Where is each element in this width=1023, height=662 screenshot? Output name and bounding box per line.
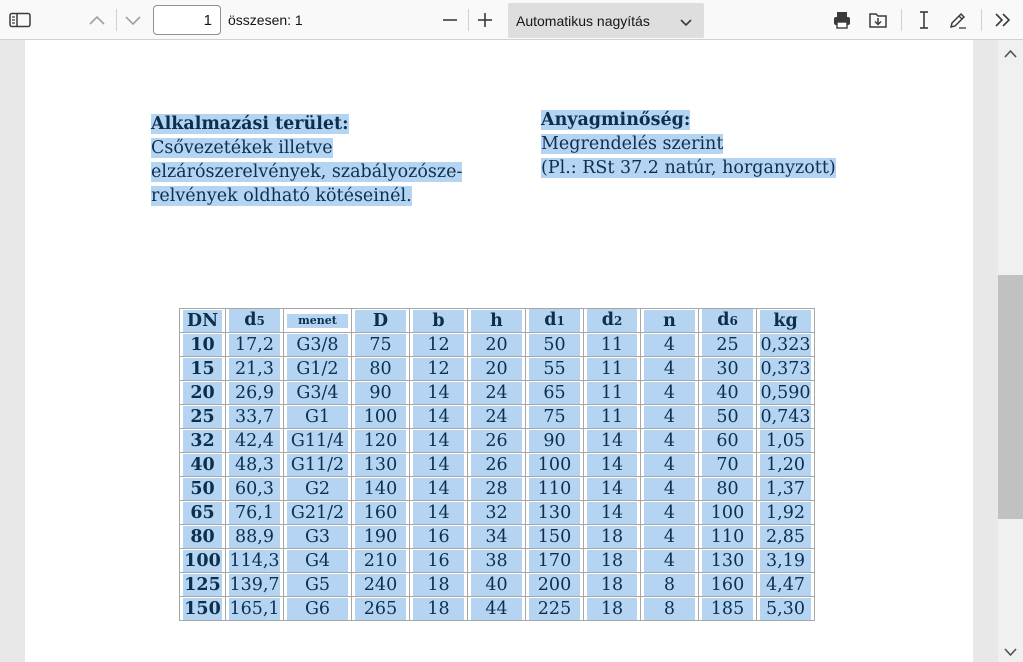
table-cell: 12	[410, 357, 468, 381]
table-cell: 16	[410, 549, 468, 573]
document-viewer[interactable]	[0, 40, 998, 662]
table-cell: 4	[641, 453, 699, 477]
table-row	[180, 597, 815, 621]
flange-spec-table	[179, 308, 815, 621]
table-cell: 76,1	[226, 501, 284, 525]
table-cell: 11	[584, 381, 641, 405]
table-cell: 225	[526, 597, 584, 621]
table-cell: 17,2	[226, 333, 284, 357]
table-cell: 0,590	[757, 381, 815, 405]
table-cell: 1,92	[757, 501, 815, 525]
table-row	[180, 405, 815, 429]
application-area-line: elzárószerelvények, szabályozósze-	[151, 162, 463, 182]
table-cell: 12	[410, 333, 468, 357]
table-cell: 100	[180, 549, 226, 573]
table-cell: 14	[410, 453, 468, 477]
column-header-menet: menet	[284, 309, 352, 333]
table-cell: 8	[641, 597, 699, 621]
table-cell: 44	[468, 597, 526, 621]
zoom-select-value: Automatikus nagyítás	[516, 12, 650, 29]
table-cell: 42,4	[226, 429, 284, 453]
table-cell: 4	[641, 357, 699, 381]
table-cell: 55	[526, 357, 584, 381]
table-cell: 40	[468, 573, 526, 597]
table-cell: 0,323	[757, 333, 815, 357]
table-cell: 18	[410, 573, 468, 597]
table-cell: 265	[352, 597, 410, 621]
table-cell: 5,30	[757, 597, 815, 621]
text-cursor-icon[interactable]	[912, 8, 936, 32]
table-cell: G6	[284, 597, 352, 621]
save-icon[interactable]	[866, 8, 890, 32]
scroll-down-icon[interactable]	[1004, 644, 1017, 662]
table-cell: 90	[526, 429, 584, 453]
draw-icon[interactable]	[946, 8, 970, 32]
table-cell: 130	[526, 501, 584, 525]
vertical-scrollbar[interactable]	[998, 40, 1023, 662]
application-area-heading: Alkalmazási terület:	[151, 114, 349, 134]
zoom-out-icon[interactable]	[439, 8, 461, 32]
table-cell: 160	[352, 501, 410, 525]
table-cell: G1	[284, 405, 352, 429]
sidebar-toggle-icon[interactable]	[8, 8, 32, 32]
table-row	[180, 453, 815, 477]
table-cell: 18	[584, 597, 641, 621]
table-cell: 14	[410, 405, 468, 429]
column-header-h: h	[468, 309, 526, 333]
table-cell: 60	[699, 429, 757, 453]
toolbar-separator	[468, 9, 469, 31]
application-area-block	[151, 112, 462, 208]
table-cell: 4	[641, 333, 699, 357]
table-row	[180, 381, 815, 405]
toolbar-separator	[981, 9, 982, 31]
table-row	[180, 573, 815, 597]
column-header-dn: DN	[180, 309, 226, 333]
scroll-up-icon[interactable]	[1004, 46, 1017, 64]
table-cell: 18	[410, 597, 468, 621]
table-cell: 3,19	[757, 549, 815, 573]
table-cell: 114,3	[226, 549, 284, 573]
table-cell: 33,7	[226, 405, 284, 429]
table-cell: 90	[352, 381, 410, 405]
table-cell: 110	[526, 477, 584, 501]
table-cell: 20	[468, 357, 526, 381]
more-tools-icon[interactable]	[990, 8, 1016, 32]
table-cell: 70	[699, 453, 757, 477]
table-cell: 100	[699, 501, 757, 525]
table-cell: 80	[180, 525, 226, 549]
zoom-in-icon[interactable]	[474, 8, 496, 32]
table-cell: 26	[468, 453, 526, 477]
table-cell: 18	[584, 525, 641, 549]
table-cell: 25	[180, 405, 226, 429]
table-cell: 34	[468, 525, 526, 549]
table-cell: 4,47	[757, 573, 815, 597]
table-cell: 80	[352, 357, 410, 381]
table-cell: 40	[180, 453, 226, 477]
table-cell: 165,1	[226, 597, 284, 621]
table-cell: G2	[284, 477, 352, 501]
table-cell: 16	[410, 525, 468, 549]
application-area-line: relvények oldható kötéseinél.	[151, 186, 412, 206]
toolbar-separator	[116, 9, 117, 31]
table-cell: 100	[352, 405, 410, 429]
table-cell: 18	[584, 573, 641, 597]
total-pages-label: összesen: 1	[228, 12, 303, 28]
table-cell: 65	[526, 381, 584, 405]
column-header-d: D	[352, 309, 410, 333]
table-header-row	[180, 309, 815, 333]
table-cell: 30	[699, 357, 757, 381]
table-row	[180, 429, 815, 453]
table-cell: 50	[526, 333, 584, 357]
table-cell: 14	[410, 501, 468, 525]
table-cell: 4	[641, 381, 699, 405]
table-cell: 26,9	[226, 381, 284, 405]
application-area-line: Csővezetékek illetve	[151, 138, 333, 158]
column-header-d5: d5	[226, 309, 284, 333]
table-cell: 2,85	[757, 525, 815, 549]
table-cell: 185	[699, 597, 757, 621]
table-cell: 130	[352, 453, 410, 477]
table-cell: 21,3	[226, 357, 284, 381]
table-cell: 11	[584, 405, 641, 429]
scrollbar-thumb[interactable]	[998, 275, 1023, 519]
table-cell: 28	[468, 477, 526, 501]
next-page-icon[interactable]	[121, 8, 145, 32]
table-cell: 50	[699, 405, 757, 429]
table-cell: 20	[180, 381, 226, 405]
table-cell: 14	[584, 477, 641, 501]
table-row	[180, 357, 815, 381]
table-cell: 24	[468, 381, 526, 405]
table-cell: 4	[641, 477, 699, 501]
column-header-d2: d2	[584, 309, 641, 333]
table-cell: 32	[180, 429, 226, 453]
table-row	[180, 525, 815, 549]
table-cell: 38	[468, 549, 526, 573]
table-cell: 14	[584, 429, 641, 453]
pdf-page	[25, 40, 973, 662]
table-cell: G1/2	[284, 357, 352, 381]
material-block	[541, 108, 836, 180]
table-cell: 4	[641, 549, 699, 573]
table-cell: 125	[180, 573, 226, 597]
table-cell: 14	[584, 501, 641, 525]
table-cell: 26	[468, 429, 526, 453]
material-line: Megrendelés szerint	[541, 134, 724, 154]
table-cell: 4	[641, 429, 699, 453]
table-cell: 240	[352, 573, 410, 597]
zoom-select[interactable]	[508, 3, 704, 38]
table-cell: G11/2	[284, 453, 352, 477]
table-cell: 32	[468, 501, 526, 525]
table-cell: 190	[352, 525, 410, 549]
table-cell: 11	[584, 357, 641, 381]
table-cell: 24	[468, 405, 526, 429]
table-cell: 20	[468, 333, 526, 357]
table-cell: 4	[641, 501, 699, 525]
table-cell: 65	[180, 501, 226, 525]
table-cell: 120	[352, 429, 410, 453]
table-cell: G11/4	[284, 429, 352, 453]
table-cell: 150	[180, 597, 226, 621]
table-cell: 139,7	[226, 573, 284, 597]
table-cell: 88,9	[226, 525, 284, 549]
table-cell: 100	[526, 453, 584, 477]
table-cell: 14	[584, 453, 641, 477]
material-line: (Pl.: RSt 37.2 natúr, horganyzott)	[541, 158, 836, 178]
table-row	[180, 477, 815, 501]
column-header-d6: d6	[699, 309, 757, 333]
table-cell: 14	[410, 477, 468, 501]
table-cell: 10	[180, 333, 226, 357]
table-cell: 200	[526, 573, 584, 597]
table-cell: 1,20	[757, 453, 815, 477]
table-cell: 140	[352, 477, 410, 501]
table-cell: 14	[410, 429, 468, 453]
table-row	[180, 549, 815, 573]
table-cell: 40	[699, 381, 757, 405]
pdf-toolbar	[0, 0, 1023, 40]
table-cell: G5	[284, 573, 352, 597]
table-cell: 160	[699, 573, 757, 597]
table-row	[180, 501, 815, 525]
prev-page-icon[interactable]	[85, 8, 109, 32]
table-cell: 75	[352, 333, 410, 357]
table-cell: G3	[284, 525, 352, 549]
column-header-n: n	[641, 309, 699, 333]
column-header-d1: d1	[526, 309, 584, 333]
table-cell: 150	[526, 525, 584, 549]
table-cell: G3/4	[284, 381, 352, 405]
table-cell: 25	[699, 333, 757, 357]
table-cell: G3/8	[284, 333, 352, 357]
chevron-down-icon	[680, 14, 692, 30]
table-cell: 11	[584, 333, 641, 357]
table-cell: 210	[352, 549, 410, 573]
material-heading: Anyagminőség:	[541, 110, 691, 130]
print-icon[interactable]	[830, 8, 854, 32]
table-cell: 48,3	[226, 453, 284, 477]
table-cell: G21/2	[284, 501, 352, 525]
table-cell: 50	[180, 477, 226, 501]
table-cell: 110	[699, 525, 757, 549]
table-cell: 60,3	[226, 477, 284, 501]
column-header-b: b	[410, 309, 468, 333]
table-cell: 4	[641, 405, 699, 429]
table-cell: 14	[410, 381, 468, 405]
toolbar-separator	[901, 9, 902, 31]
column-header-kg: kg	[757, 309, 815, 333]
table-cell: 0,743	[757, 405, 815, 429]
table-cell: 4	[641, 525, 699, 549]
table-cell: 15	[180, 357, 226, 381]
table-cell: 75	[526, 405, 584, 429]
table-cell: 1,37	[757, 477, 815, 501]
table-cell: 170	[526, 549, 584, 573]
table-cell: G4	[284, 549, 352, 573]
page-number-input[interactable]	[153, 5, 221, 35]
table-cell: 1,05	[757, 429, 815, 453]
table-cell: 130	[699, 549, 757, 573]
table-cell: 0,373	[757, 357, 815, 381]
table-cell: 8	[641, 573, 699, 597]
table-cell: 80	[699, 477, 757, 501]
table-row	[180, 333, 815, 357]
table-cell: 18	[584, 549, 641, 573]
